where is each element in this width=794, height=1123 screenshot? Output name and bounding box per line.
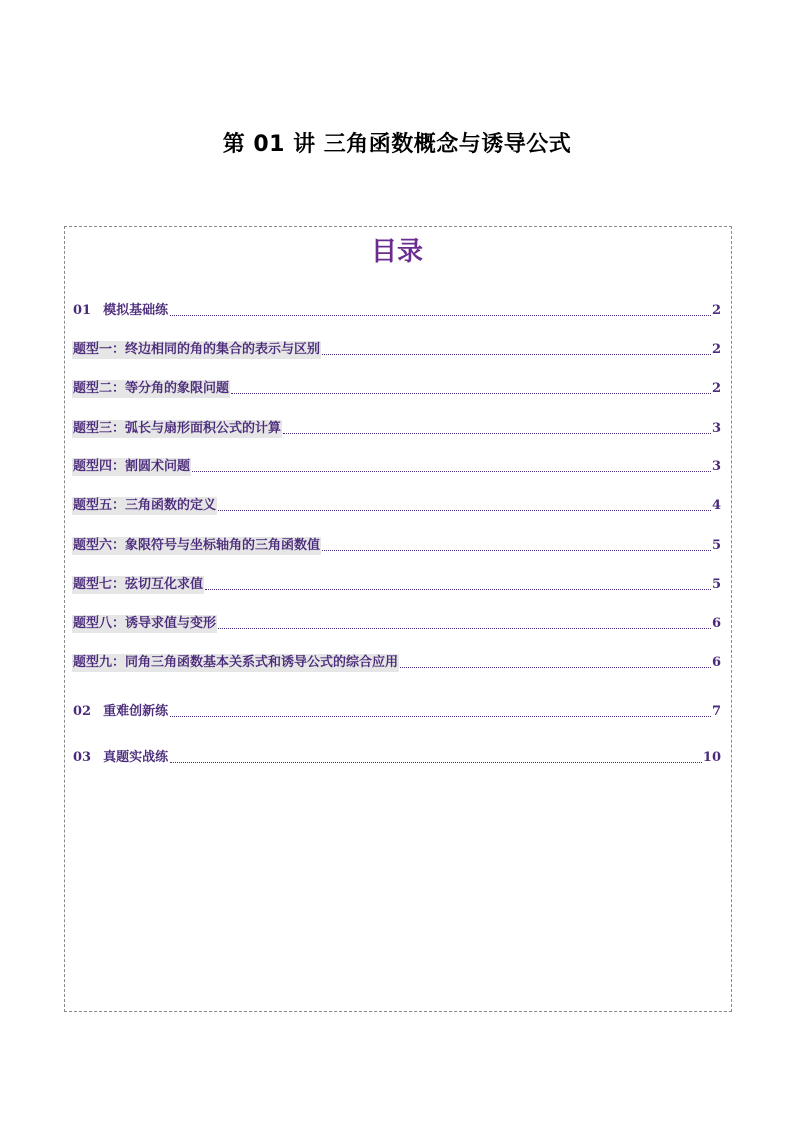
toc-entry-page: 3 bbox=[711, 459, 721, 474]
toc-leader-dots bbox=[322, 353, 711, 355]
toc-entry-page: 6 bbox=[711, 655, 721, 670]
toc-entry-page: 5 bbox=[711, 577, 721, 592]
toc-entry-type-1[interactable] bbox=[72, 339, 721, 359]
toc-entry-type-3[interactable] bbox=[72, 418, 721, 438]
toc-entry-label: 题型三：弧长与扇形面积公式的计算 bbox=[73, 421, 282, 436]
toc-entry-number: 02 bbox=[73, 704, 92, 719]
toc-entry-label: 01 模拟基础练 bbox=[73, 303, 169, 318]
toc-entry-page: 2 bbox=[711, 342, 721, 357]
toc-entry-page: 4 bbox=[711, 498, 721, 513]
toc-leader-dots bbox=[218, 627, 711, 629]
toc-entry-label: 题型九：同角三角函数基本关系式和诱导公式的综合应用 bbox=[73, 655, 399, 670]
toc-entry-type-4[interactable] bbox=[72, 456, 721, 476]
toc-entry-page: 2 bbox=[711, 303, 721, 318]
toc-entry-label: 题型四：割圆术问题 bbox=[73, 459, 191, 474]
toc-entry-type-5[interactable] bbox=[72, 495, 721, 515]
toc-entry-type-7[interactable] bbox=[72, 574, 721, 594]
toc-entry-label: 题型五：三角函数的定义 bbox=[73, 498, 217, 513]
toc-leader-dots bbox=[170, 314, 711, 316]
toc-heading: 目录 bbox=[370, 237, 423, 267]
toc-leader-dots bbox=[170, 715, 711, 717]
toc-leader-dots bbox=[192, 470, 711, 472]
toc-entry-page: 10 bbox=[702, 750, 721, 765]
toc-entry-label: 02 重难创新练 bbox=[73, 704, 169, 719]
toc-entry-label: 03 真题实战练 bbox=[73, 750, 169, 765]
toc-entry-label: 题型一：终边相同的角的集合的表示与区别 bbox=[73, 342, 321, 357]
toc-entry-page: 7 bbox=[711, 704, 721, 719]
toc-entry-page: 6 bbox=[711, 616, 721, 631]
toc-entry-page: 5 bbox=[711, 538, 721, 553]
toc-entry-type-9[interactable] bbox=[72, 652, 721, 672]
toc-leader-dots bbox=[205, 588, 711, 590]
toc-entry-number: 01 bbox=[73, 303, 92, 318]
toc-leader-dots bbox=[283, 432, 711, 434]
toc-leader-dots bbox=[400, 666, 711, 668]
toc-entry-section-02[interactable] bbox=[72, 701, 721, 721]
toc-entry-label: 题型八：诱导求值与变形 bbox=[73, 616, 217, 631]
toc-leader-dots bbox=[218, 509, 711, 511]
toc-leader-dots bbox=[231, 392, 711, 394]
toc-entry-page: 2 bbox=[711, 381, 721, 396]
toc-entry-label: 题型六：象限符号与坐标轴角的三角函数值 bbox=[73, 538, 321, 553]
toc-entry-type-8[interactable] bbox=[72, 613, 721, 633]
toc-entry-section-03[interactable] bbox=[72, 747, 721, 767]
toc-entry-label: 题型七：弦切互化求值 bbox=[73, 577, 204, 592]
toc-entry-section-01[interactable] bbox=[72, 300, 721, 320]
page-title: 第 01 讲 三角函数概念与诱导公式 bbox=[222, 132, 572, 157]
toc-leader-dots bbox=[322, 549, 711, 551]
toc-entry-number: 03 bbox=[73, 750, 92, 765]
toc-entry-type-6[interactable] bbox=[72, 535, 721, 555]
toc-entry-page: 3 bbox=[711, 421, 721, 436]
toc-entry-label: 题型二：等分角的象限问题 bbox=[73, 381, 230, 396]
toc-entry-type-2[interactable] bbox=[72, 378, 721, 398]
toc-leader-dots bbox=[170, 761, 702, 763]
